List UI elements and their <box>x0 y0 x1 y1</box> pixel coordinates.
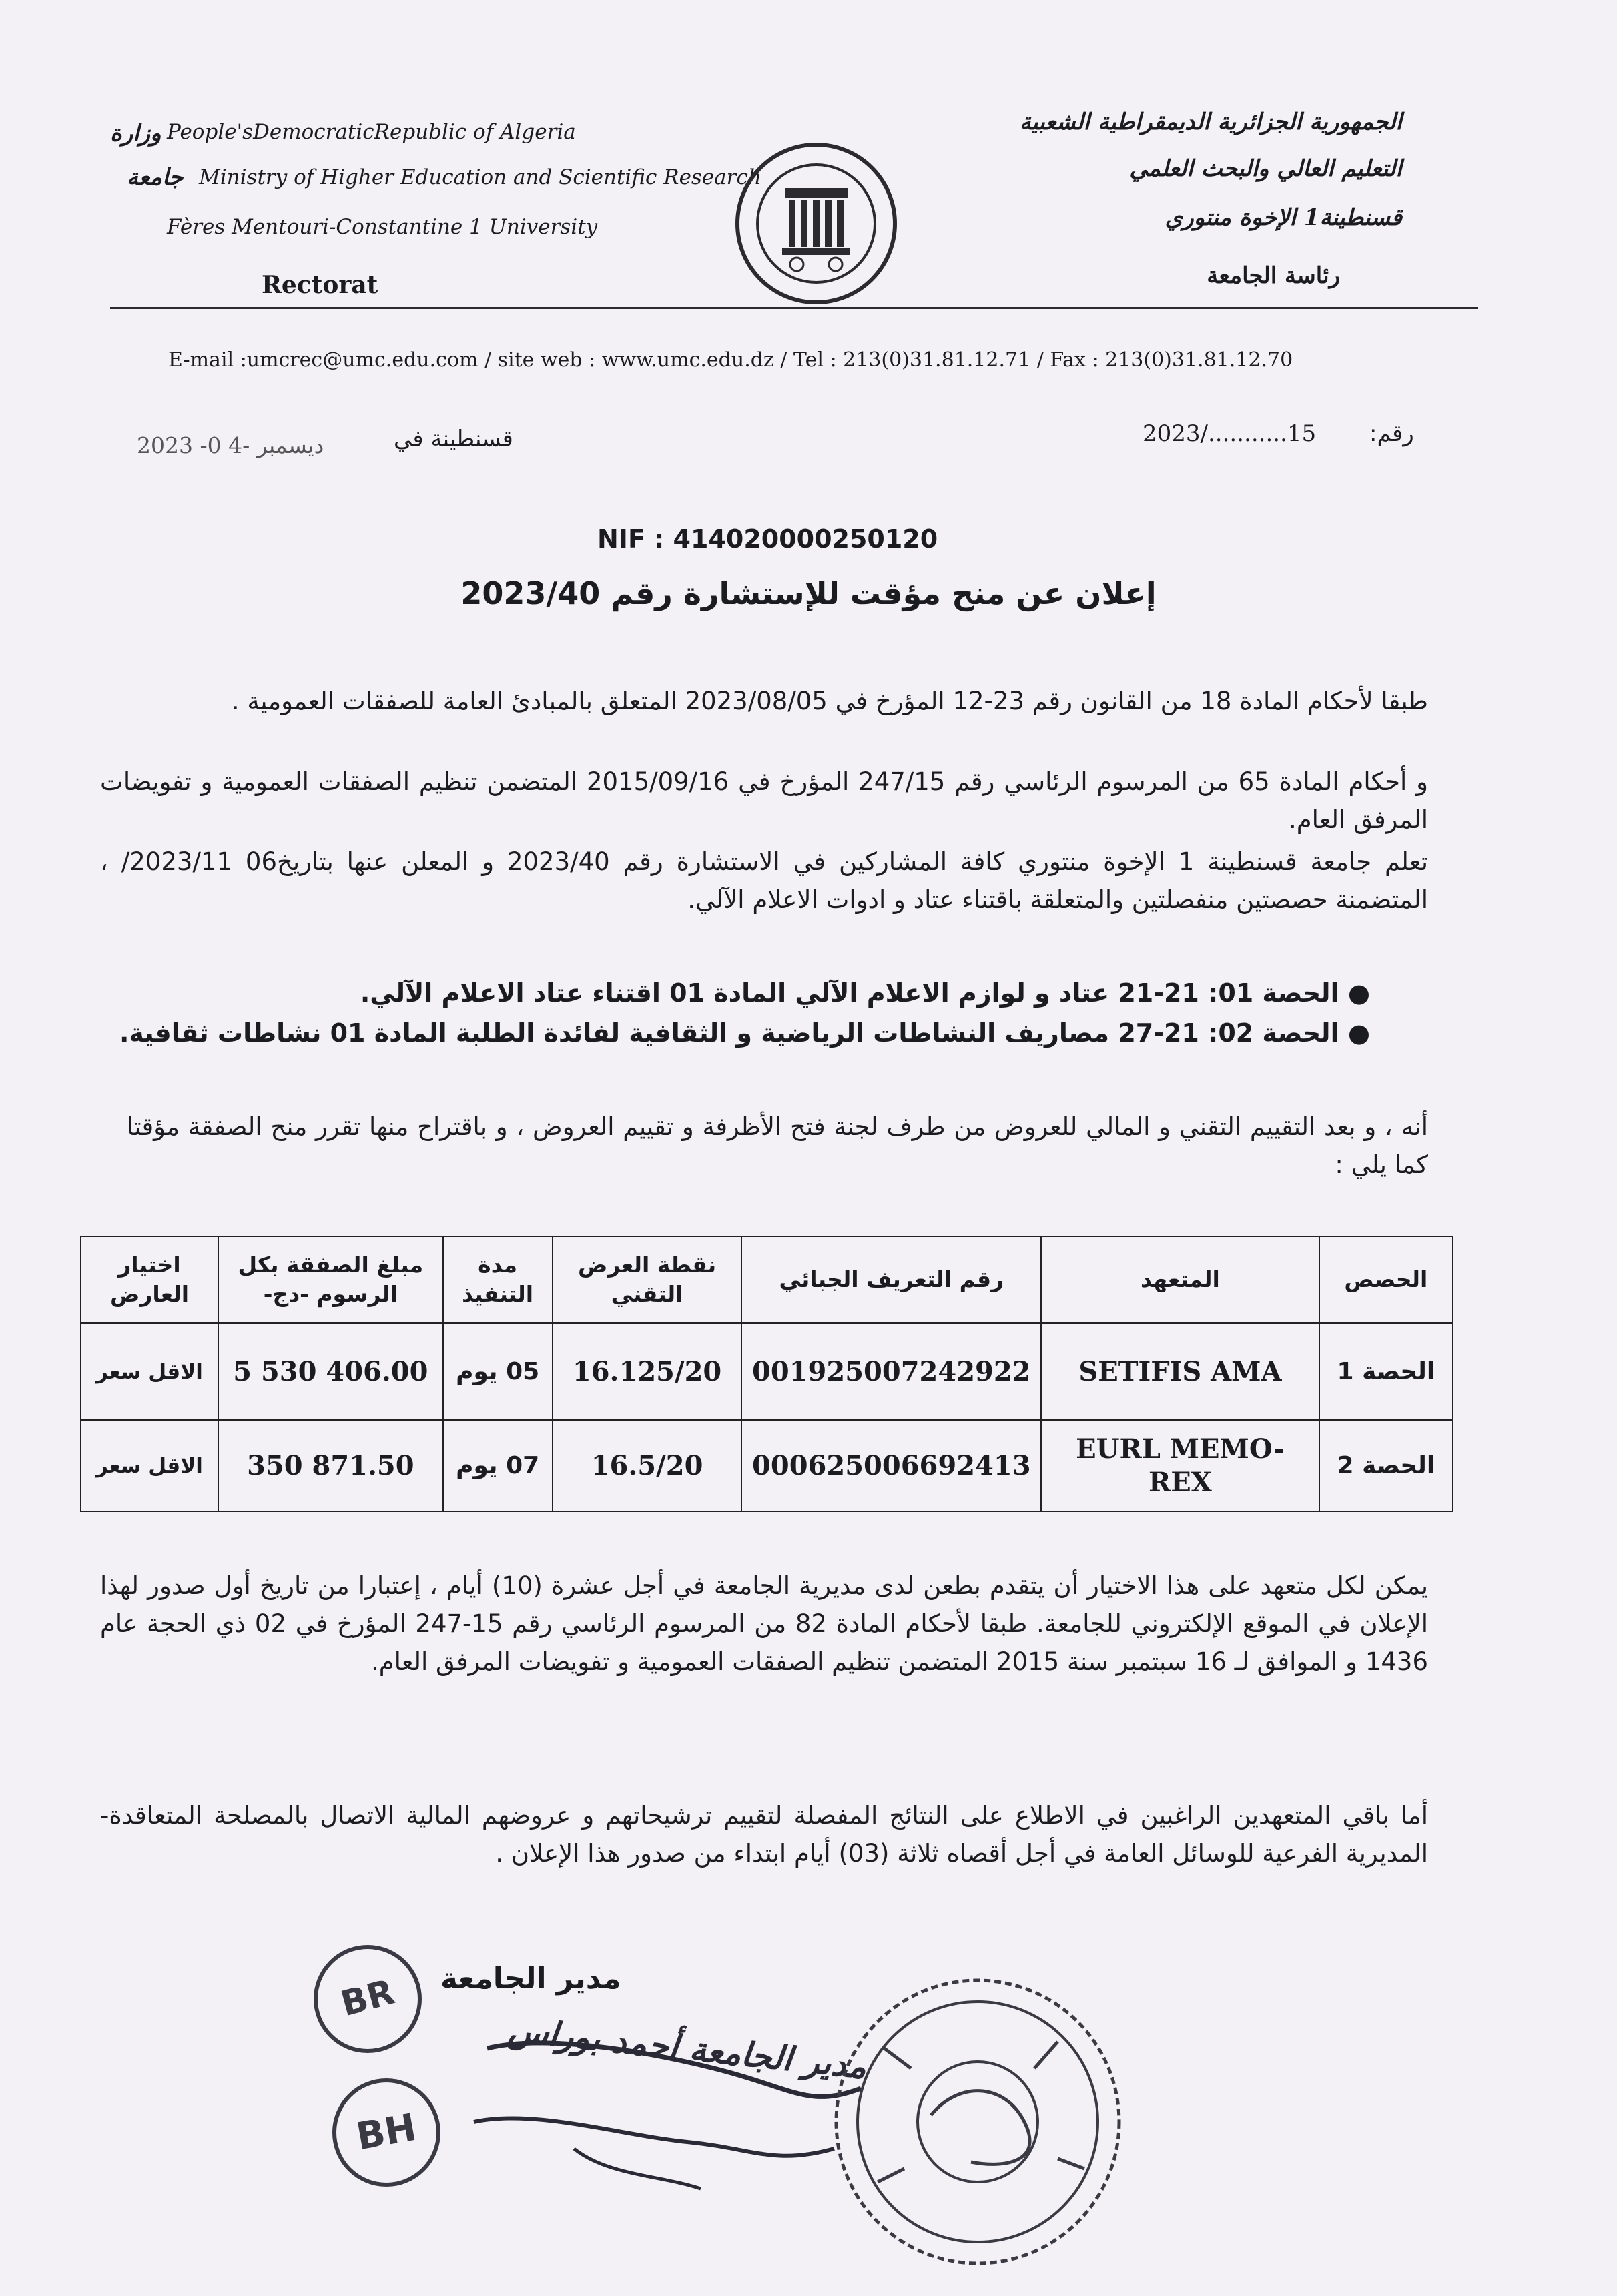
cell-duration: 05 يوم <box>443 1323 553 1420</box>
date-place-label: قسنطينة في <box>394 426 513 452</box>
page-title: إعلان عن منح مؤقت للإستشارة رقم 2023/40 <box>460 575 1157 611</box>
bh-stamp-text: BH <box>353 2105 420 2159</box>
header-rectorat-ar: رئاسة الجامعة <box>1207 262 1340 289</box>
cell-bidder: EURL MEMO-REX <box>1041 1420 1319 1511</box>
cell-choice: الاقل سعر <box>81 1323 218 1420</box>
paragraph-results-access: أما باقي المتعهدين الراغبين في الاطلاع على النتائج المفصلة لتقييم ترشيحاتهم و عروضهم المالية الاتصال بالمصلحة المتعاقدة-المديرية الفرعية للوسائل العامة في أجل أقصاه ثلاثة (03) أيام ابتداء من صدور هذا الإعلان . <box>100 1801 1428 1868</box>
header-divider <box>110 307 1478 309</box>
official-round-stamp <box>804 1968 1151 2275</box>
th-duration: مدة التنفيذ <box>443 1236 553 1323</box>
cell-tax-id: 001925007242922 <box>741 1323 1041 1420</box>
th-bidder: المتعهد <box>1041 1236 1319 1323</box>
table-header-row <box>81 1236 1453 1323</box>
paragraph-announcement: تعلم جامعة قسنطينة 1 الإخوة منتوري كافة المشاركين في الاستشارة رقم 2023/40 و المعلن عنها بتاريخ06 2023/11/ ، المتضمنة حصصتين منفصلتين والمتعلقة باقتناء عتاد و ادوات الاعلام الآلي. <box>100 847 1429 914</box>
header-republic-ar: الجمهورية الجزائرية الديمقراطية الشعبية <box>1019 109 1402 135</box>
br-stamp <box>314 1945 422 2053</box>
br-stamp-text: BR <box>336 1972 399 2025</box>
award-table <box>80 1236 1453 1512</box>
lot-list <box>119 973 1370 1053</box>
contact-line: E-mail :umcrec@umc.edu.com / site web : www.umc.edu.dz / Tel : 213(0)31.81.12.71 / Fax : 213(0)31.81.12.70 <box>168 348 1293 372</box>
cell-duration: 07 يوم <box>443 1420 553 1511</box>
th-amount: مبلغ الصفقة بكل الرسوم -دج- <box>218 1236 443 1323</box>
header-university-en: Fères Mentouri-Constantine 1 University <box>167 215 598 239</box>
nif: NIF : 414020000250120 <box>597 524 938 554</box>
paragraph-legal-basis-1: طبقا لأحكام المادة 18 من القانون رقم 23-12 المؤرخ في 2023/08/05 المتعلق بالمبادئ العامة للصفقات العمومية . <box>231 687 1428 715</box>
reference-number: 2023/...........15 <box>1143 420 1317 447</box>
cell-amount: 350 871.50 <box>218 1420 443 1511</box>
bh-stamp <box>332 2078 440 2187</box>
th-choice: اختيار العارض <box>81 1236 218 1323</box>
cell-lot: الحصة 2 <box>1319 1420 1453 1511</box>
cell-amount: 5 530 406.00 <box>218 1323 443 1420</box>
date-stamp: 2023 -0 4- ديسمبر <box>137 432 324 458</box>
cell-lot: الحصة 1 <box>1319 1323 1453 1420</box>
header-rectorat: Rectorat <box>262 271 378 299</box>
paragraph-appeal: يمكن لكل متعهد على هذا الاختيار أن يتقدم بطعن لدى مديرية الجامعة في أجل عشرة (10) أيام ، إعتبارا من تاريخ أول صدور لهذا الإعلان في الموقع الإلكتروني للجامعة. طبقا لأحكام المادة 82 من المرسوم الرئاسي رقم 15-247 المؤرخ في 02 ذي الحجة عام 1436 و الموافق لـ 16 سبتمبر سنة 2015 المتضمن تنظيم الصفقات العمومية و تفويضات المرفق العام. <box>100 1571 1429 1676</box>
table-row <box>81 1420 1453 1511</box>
paragraph-evaluation: أنه ، و بعد التقييم التقني و المالي للعروض من طرف لجنة فتح الأظرفة و تقييم العروض ، و باقتراح منها تقرر منح الصفقة مؤقتا كما يلي : <box>127 1112 1428 1179</box>
header-ministry-en: Ministry of Higher Education and Scientific Research <box>199 165 761 189</box>
table-row <box>81 1323 1453 1420</box>
paragraph-legal-basis-2: و أحكام المادة 65 من المرسوم الرئاسي رقم 247/15 المؤرخ في 2015/09/16 المتضمن تنظيم الصفقات العمومية و تفويضات المرفق العام. <box>100 767 1428 834</box>
cell-bidder: SETIFIS AMA <box>1041 1323 1319 1420</box>
cell-choice: الاقل سعر <box>81 1420 218 1511</box>
header-republic-en: People'sDemocraticRepublic of Algeria <box>167 120 576 144</box>
cell-tax-id: 000625006692413 <box>741 1420 1041 1511</box>
reference-label: رقم: <box>1369 420 1414 447</box>
th-tech-score: نقطة العرض التقني <box>553 1236 742 1323</box>
header-ministry-ar: التعليم العالي والبحث العلمي <box>1129 155 1402 182</box>
th-lots: الحصص <box>1319 1236 1453 1323</box>
cell-tech-score: 16.5/20 <box>553 1420 742 1511</box>
th-tax-id: رقم التعريف الجبائي <box>741 1236 1041 1323</box>
signatory-title: مدير الجامعة <box>440 1962 621 1996</box>
header-ministry-ar-fragment: وزارة <box>110 120 161 147</box>
university-logo <box>733 140 900 307</box>
header-university-ar-fragment: جامعة <box>127 164 184 191</box>
lot-item-2: ● الحصة 02: 21-27 مصاريف النشاطات الرياضية و الثقافية لفائدة الطلبة المادة 01 نشاطات ثقافية. <box>119 1018 1370 1048</box>
lot-item-1: ● الحصة 01: 21-21 عتاد و لوازم الاعلام الآلي المادة 01 اقتناء عتاد الاعلام الآلي. <box>360 978 1370 1008</box>
signature-text: مدير الجامعة أحمد بوراس <box>506 2009 869 2087</box>
cell-tech-score: 16.125/20 <box>553 1323 742 1420</box>
header-university-ar: قسنطينة1 الإخوة منتوري <box>1165 204 1402 231</box>
